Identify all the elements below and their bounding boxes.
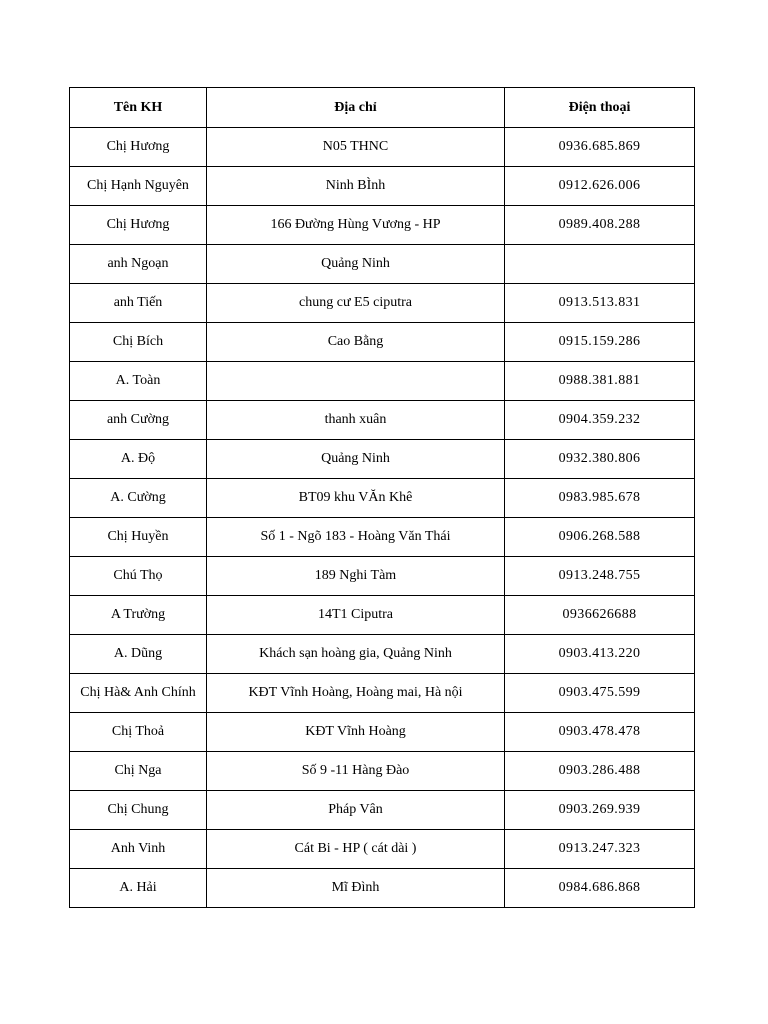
table-row bbox=[70, 206, 695, 245]
table-row bbox=[70, 635, 695, 674]
cell-customer-name: Chị Bích bbox=[70, 323, 207, 362]
cell-customer-name: Chị Hà& Anh Chính bbox=[70, 674, 207, 713]
cell-phone bbox=[505, 245, 695, 284]
table-row bbox=[70, 440, 695, 479]
cell-customer-name: Chị Hạnh Nguyên bbox=[70, 167, 207, 206]
cell-address: BT09 khu VĂn Khê bbox=[207, 479, 505, 518]
cell-phone: 0903.475.599 bbox=[505, 674, 695, 713]
cell-customer-name: A. Toàn bbox=[70, 362, 207, 401]
cell-phone: 0932.380.806 bbox=[505, 440, 695, 479]
cell-address: Số 1 - Ngõ 183 - Hoàng Văn Thái bbox=[207, 518, 505, 557]
table-row bbox=[70, 401, 695, 440]
table-body bbox=[70, 128, 695, 908]
cell-customer-name: Chú Thọ bbox=[70, 557, 207, 596]
cell-phone: 0904.359.232 bbox=[505, 401, 695, 440]
cell-customer-name: anh Ngoạn bbox=[70, 245, 207, 284]
table-row bbox=[70, 479, 695, 518]
cell-phone: 0913.247.323 bbox=[505, 830, 695, 869]
table-row bbox=[70, 596, 695, 635]
table-row bbox=[70, 284, 695, 323]
cell-phone: 0984.686.868 bbox=[505, 869, 695, 908]
cell-customer-name: A. Hải bbox=[70, 869, 207, 908]
cell-customer-name: Chị Nga bbox=[70, 752, 207, 791]
cell-phone: 0989.408.288 bbox=[505, 206, 695, 245]
cell-address: Ninh BÌnh bbox=[207, 167, 505, 206]
cell-phone: 0913.248.755 bbox=[505, 557, 695, 596]
cell-address: N05 THNC bbox=[207, 128, 505, 167]
table-row bbox=[70, 791, 695, 830]
cell-phone: 0903.269.939 bbox=[505, 791, 695, 830]
table-row bbox=[70, 245, 695, 284]
cell-address: KĐT Vĩnh Hoàng, Hoàng mai, Hà nội bbox=[207, 674, 505, 713]
cell-address: 14T1 Ciputra bbox=[207, 596, 505, 635]
cell-customer-name: anh Tiến bbox=[70, 284, 207, 323]
cell-customer-name: Chị Hương bbox=[70, 206, 207, 245]
cell-customer-name: Anh Vinh bbox=[70, 830, 207, 869]
cell-address: KĐT Vĩnh Hoàng bbox=[207, 713, 505, 752]
cell-address: 189 Nghi Tàm bbox=[207, 557, 505, 596]
table-row bbox=[70, 752, 695, 791]
header-customer-name: Tên KH bbox=[70, 88, 207, 128]
cell-phone: 0913.513.831 bbox=[505, 284, 695, 323]
table-row bbox=[70, 167, 695, 206]
cell-phone: 0983.985.678 bbox=[505, 479, 695, 518]
cell-customer-name: A. Dũng bbox=[70, 635, 207, 674]
table-row bbox=[70, 518, 695, 557]
cell-phone: 0915.159.286 bbox=[505, 323, 695, 362]
cell-address: 166 Đường Hùng Vương - HP bbox=[207, 206, 505, 245]
cell-phone: 0988.381.881 bbox=[505, 362, 695, 401]
cell-address: Mĩ Đình bbox=[207, 869, 505, 908]
cell-address: Khách sạn hoàng gia, Quảng Ninh bbox=[207, 635, 505, 674]
table-row bbox=[70, 362, 695, 401]
header-phone: Điện thoại bbox=[505, 88, 695, 128]
cell-phone: 0906.268.588 bbox=[505, 518, 695, 557]
header-address: Địa chỉ bbox=[207, 88, 505, 128]
cell-address bbox=[207, 362, 505, 401]
cell-address: Số 9 -11 Hàng Đào bbox=[207, 752, 505, 791]
cell-phone: 0912.626.006 bbox=[505, 167, 695, 206]
cell-customer-name: Chị Huyền bbox=[70, 518, 207, 557]
cell-customer-name: A Trường bbox=[70, 596, 207, 635]
cell-customer-name: anh Cường bbox=[70, 401, 207, 440]
cell-address: Cao Bằng bbox=[207, 323, 505, 362]
cell-address: Pháp Vân bbox=[207, 791, 505, 830]
cell-address: thanh xuân bbox=[207, 401, 505, 440]
table-row bbox=[70, 830, 695, 869]
table-row bbox=[70, 674, 695, 713]
cell-customer-name: Chị Thoả bbox=[70, 713, 207, 752]
cell-customer-name: Chị Chung bbox=[70, 791, 207, 830]
cell-phone: 0936626688 bbox=[505, 596, 695, 635]
table-row bbox=[70, 323, 695, 362]
cell-phone: 0903.413.220 bbox=[505, 635, 695, 674]
table-header-row bbox=[70, 88, 695, 128]
table-row bbox=[70, 713, 695, 752]
cell-address: Quảng Ninh bbox=[207, 440, 505, 479]
cell-phone: 0903.286.488 bbox=[505, 752, 695, 791]
cell-customer-name: Chị Hương bbox=[70, 128, 207, 167]
table-row bbox=[70, 869, 695, 908]
cell-address: chung cư E5 ciputra bbox=[207, 284, 505, 323]
table-row bbox=[70, 128, 695, 167]
cell-customer-name: A. Độ bbox=[70, 440, 207, 479]
cell-phone: 0936.685.869 bbox=[505, 128, 695, 167]
cell-customer-name: A. Cường bbox=[70, 479, 207, 518]
cell-phone: 0903.478.478 bbox=[505, 713, 695, 752]
table-row bbox=[70, 557, 695, 596]
cell-address: Quảng Ninh bbox=[207, 245, 505, 284]
cell-address: Cát Bi - HP ( cát dài ) bbox=[207, 830, 505, 869]
customer-contact-table bbox=[69, 87, 695, 908]
